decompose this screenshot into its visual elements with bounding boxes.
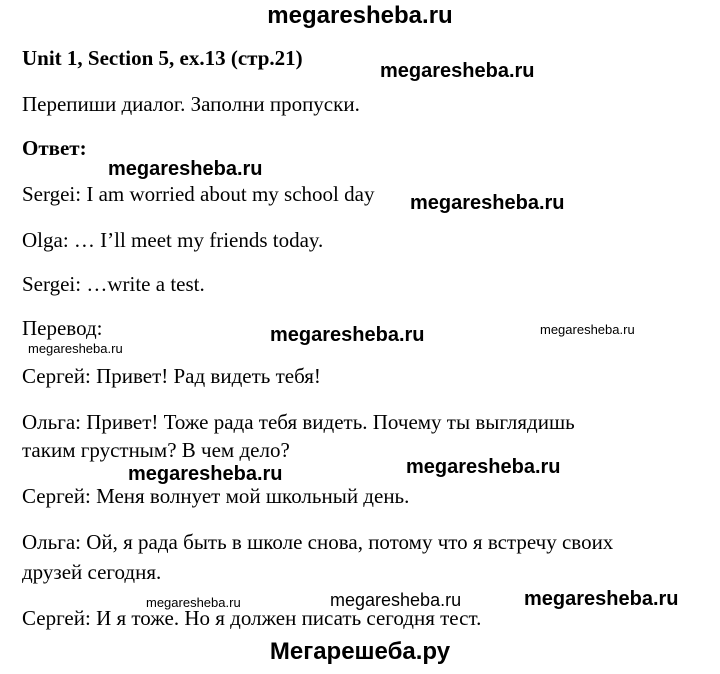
watermark: megaresheba.ru bbox=[406, 456, 561, 478]
site-footer: Мегарешеба.ру bbox=[269, 638, 451, 665]
watermark: megaresheba.ru bbox=[146, 595, 241, 610]
watermark: megaresheba.ru bbox=[524, 588, 679, 610]
translation-line: друзей сегодня. bbox=[22, 560, 162, 584]
exercise-title: Unit 1, Section 5, ex.13 (стр.21) bbox=[22, 46, 303, 70]
site-header: megaresheba.ru bbox=[267, 2, 453, 29]
translation-line: таким грустным? В чем дело? bbox=[22, 438, 290, 462]
translation-line: Сергей: Привет! Рад видеть тебя! bbox=[22, 364, 321, 388]
watermark: megaresheba.ru bbox=[540, 322, 635, 337]
translation-label: Перевод: bbox=[22, 316, 103, 340]
watermark: megaresheba.ru bbox=[128, 463, 283, 485]
dialogue-line: Sergei: I am worried about my school day bbox=[22, 182, 375, 206]
dialogue-line: Sergei: …write a test. bbox=[22, 272, 205, 296]
translation-line: Ольга: Привет! Тоже рада тебя видеть. Почему ты выглядишь bbox=[22, 410, 575, 434]
translation-line: Ольга: Ой, я рада быть в школе снова, потому что я встречу своих bbox=[22, 530, 614, 554]
watermark: megaresheba.ru bbox=[410, 192, 565, 214]
translation-line: Сергей: Меня волнует мой школьный день. bbox=[22, 484, 410, 508]
watermark: megaresheba.ru bbox=[330, 590, 462, 610]
translation-line: Сергей: И я тоже. Но я должен писать сегодня тест. bbox=[22, 606, 482, 630]
watermark: megaresheba.ru bbox=[270, 324, 425, 346]
exercise-instruction: Перепиши диалог. Заполни пропуски. bbox=[22, 92, 360, 116]
answer-label: Ответ: bbox=[22, 136, 87, 160]
watermark: megaresheba.ru bbox=[380, 60, 535, 82]
watermark: megaresheba.ru bbox=[28, 341, 123, 356]
watermark: megaresheba.ru bbox=[108, 158, 263, 180]
dialogue-line: Olga: … I’ll meet my friends today. bbox=[22, 228, 324, 252]
